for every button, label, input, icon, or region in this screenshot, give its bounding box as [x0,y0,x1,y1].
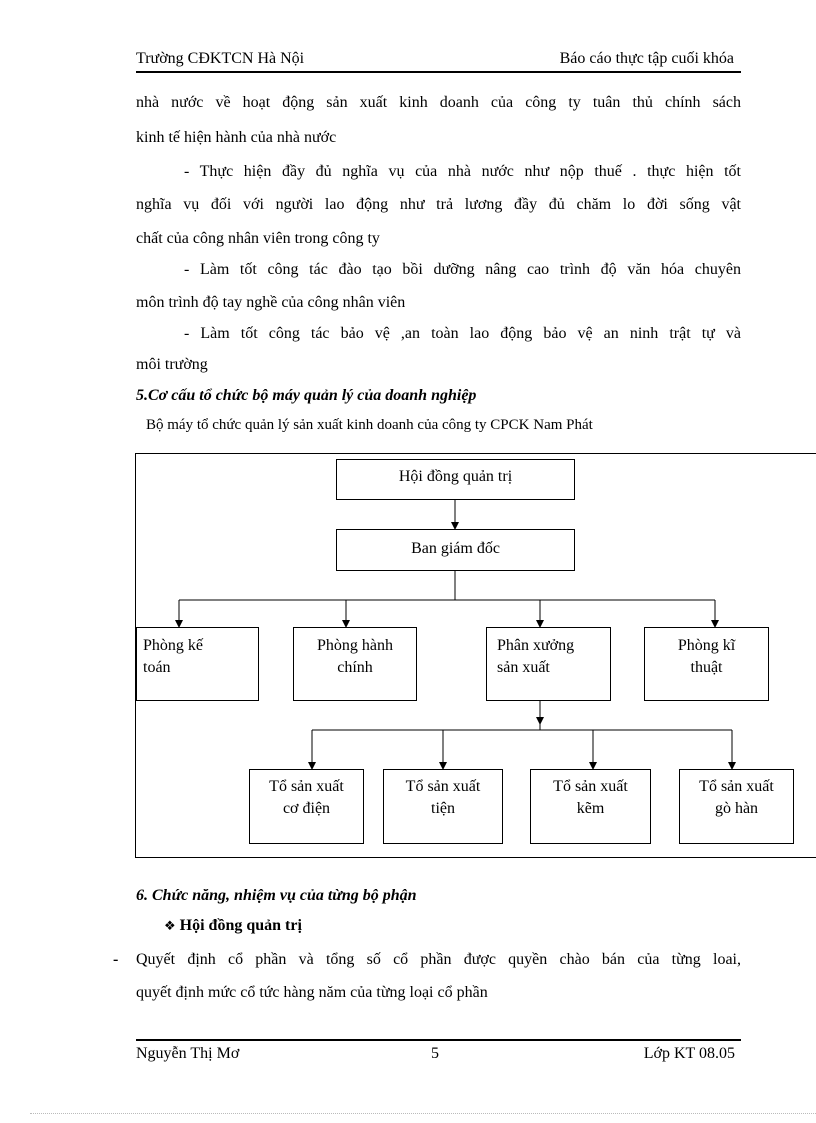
list-item-line: Quyết định cổ phần và tổng số cổ phần được quyền chào bán của từng loai, [136,951,741,968]
footer-author: Nguyễn Thị Mơ [136,1045,240,1062]
section-heading-5: 5.Cơ cấu tổ chức bộ máy quản lý của doanh nghiệp [136,387,477,404]
org-box-line: sản xuất [497,659,550,676]
org-box-line: thuật [690,659,723,676]
footer-class: Lớp KT 08.05 [643,1045,735,1062]
org-box-line: chính [337,659,373,676]
org-box-workshop [486,627,611,701]
body-line: môn trình độ tay nghề của công nhân viên [136,294,406,311]
org-chart-caption: Bộ máy tổ chức quản lý sản xuất kinh doanh của công ty CPCK Nam Phát [146,417,593,433]
org-box-line: toán [143,659,171,676]
org-box-line: gò hàn [714,800,759,817]
org-box-engineering [644,627,769,701]
org-box-line: Phòng hành [317,637,393,654]
list-item-line: quyết định mức cổ tức hàng năm của từng loại cổ phần [136,984,488,1001]
org-box-line: Phòng kĩ [677,637,736,654]
footer-rule [136,1039,741,1041]
bullet-icon: ❖ [164,919,176,934]
org-box-board: Hội đồng quản trị [336,459,575,500]
org-box-line: kẽm [576,800,605,817]
body-line: môi trường [136,356,208,373]
header-school: Trường CĐKTCN Hà Nội [136,50,305,67]
body-line: - Thực hiện đầy đủ nghĩa vụ của nhà nước như nộp thuế . thực hiện tốt [184,163,741,180]
org-box-line: tiện [431,800,455,817]
org-box-line: cơ điện [282,800,331,817]
org-box-team-zinc [530,769,651,844]
org-box-line: Tổ sản xuất [699,778,774,795]
body-line: nghĩa vụ đối với người lao động như trả lương đầy đủ chăm lo đời sống vật [136,196,741,213]
org-box-line: Tổ sản xuất [269,778,344,795]
body-line: - Làm tốt công tác bảo vệ ,an toàn lao động bảo vệ an ninh trật tự và [184,325,741,342]
header-rule [136,71,741,73]
org-box-accounting [136,627,259,701]
list-dash: - [113,951,119,968]
subsection-title: Hội đồng quản trị [179,917,302,934]
header-report-title: Báo cáo thực tập cuối khóa [559,50,734,67]
org-box-line: Tổ sản xuất [553,778,628,795]
org-box-administration [293,627,417,701]
body-line: kinh tế hiện hành của nhà nước [136,129,337,146]
body-line: nhà nước về hoạt động sản xuất kinh doanh của công ty tuân thủ chính sách [136,94,741,111]
org-box-line: Tổ sản xuất [405,778,481,795]
page-number: 5 [431,1045,439,1062]
body-line: chất của công nhân viên trong công ty [136,230,380,247]
org-box-line: Phòng kế [143,637,203,654]
org-box-team-welding [679,769,794,844]
page-bottom-dotted-rule [30,1113,816,1114]
org-box-directors: Ban giám đốc [336,529,575,571]
org-box-team-turning [383,769,503,844]
subsection-heading [164,917,302,935]
org-box-line: Phân xưởng [497,637,575,654]
org-box-team-electromechanical [249,769,364,844]
section-heading-6: 6. Chức năng, nhiệm vụ của từng bộ phận [136,887,417,904]
body-line: - Làm tốt công tác đào tạo bồi dưỡng nâng cao trình độ văn hóa chuyên [184,261,741,278]
